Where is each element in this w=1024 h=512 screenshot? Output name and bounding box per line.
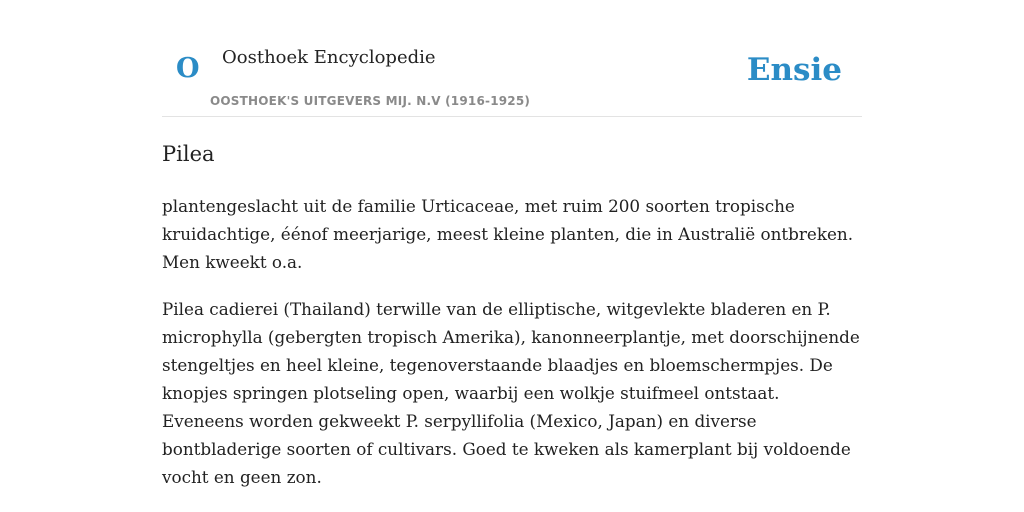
ensie-brand-link[interactable]: Ensie (746, 52, 842, 88)
entry-title: Pilea (162, 142, 215, 166)
site-header (162, 0, 862, 117)
logo-icon[interactable]: O (176, 53, 200, 84)
publisher-subtitle: OOSTHOEK'S UITGEVERS MIJ. N.V (1916-1925) (210, 94, 531, 108)
entry-paragraph: plantengeslacht uit de familie Urticaceae, met ruim 200 soorten tropische kruidachtige, éénof meerjarige, meest kleine planten, die in Australië ontbreken. Men kweekt o.a. (162, 196, 854, 272)
site-title-link[interactable]: Oosthoek Encyclopedie (222, 47, 436, 68)
entry-body (162, 192, 862, 510)
entry-paragraph: Pilea cadierei (Thailand) terwille van de elliptische, witgevlekte bladeren en P. microphylla (gebergten tropisch Amerika), kanonneerplantje, met doorschijnende stengeltjes en heel kleine, tegenoverstaande blaadjes en bloemschermpjes. De knopjes springen plotseling open, waarbij een wolkje stuifmeel ontstaat. Eveneens worden gekweekt P. serpyllifolia (Mexico, Japan) en diverse bontbladerige soorten of cultivars. Goed te kweken als kamerplant bij voldoende vocht en geen zon. (162, 299, 860, 487)
